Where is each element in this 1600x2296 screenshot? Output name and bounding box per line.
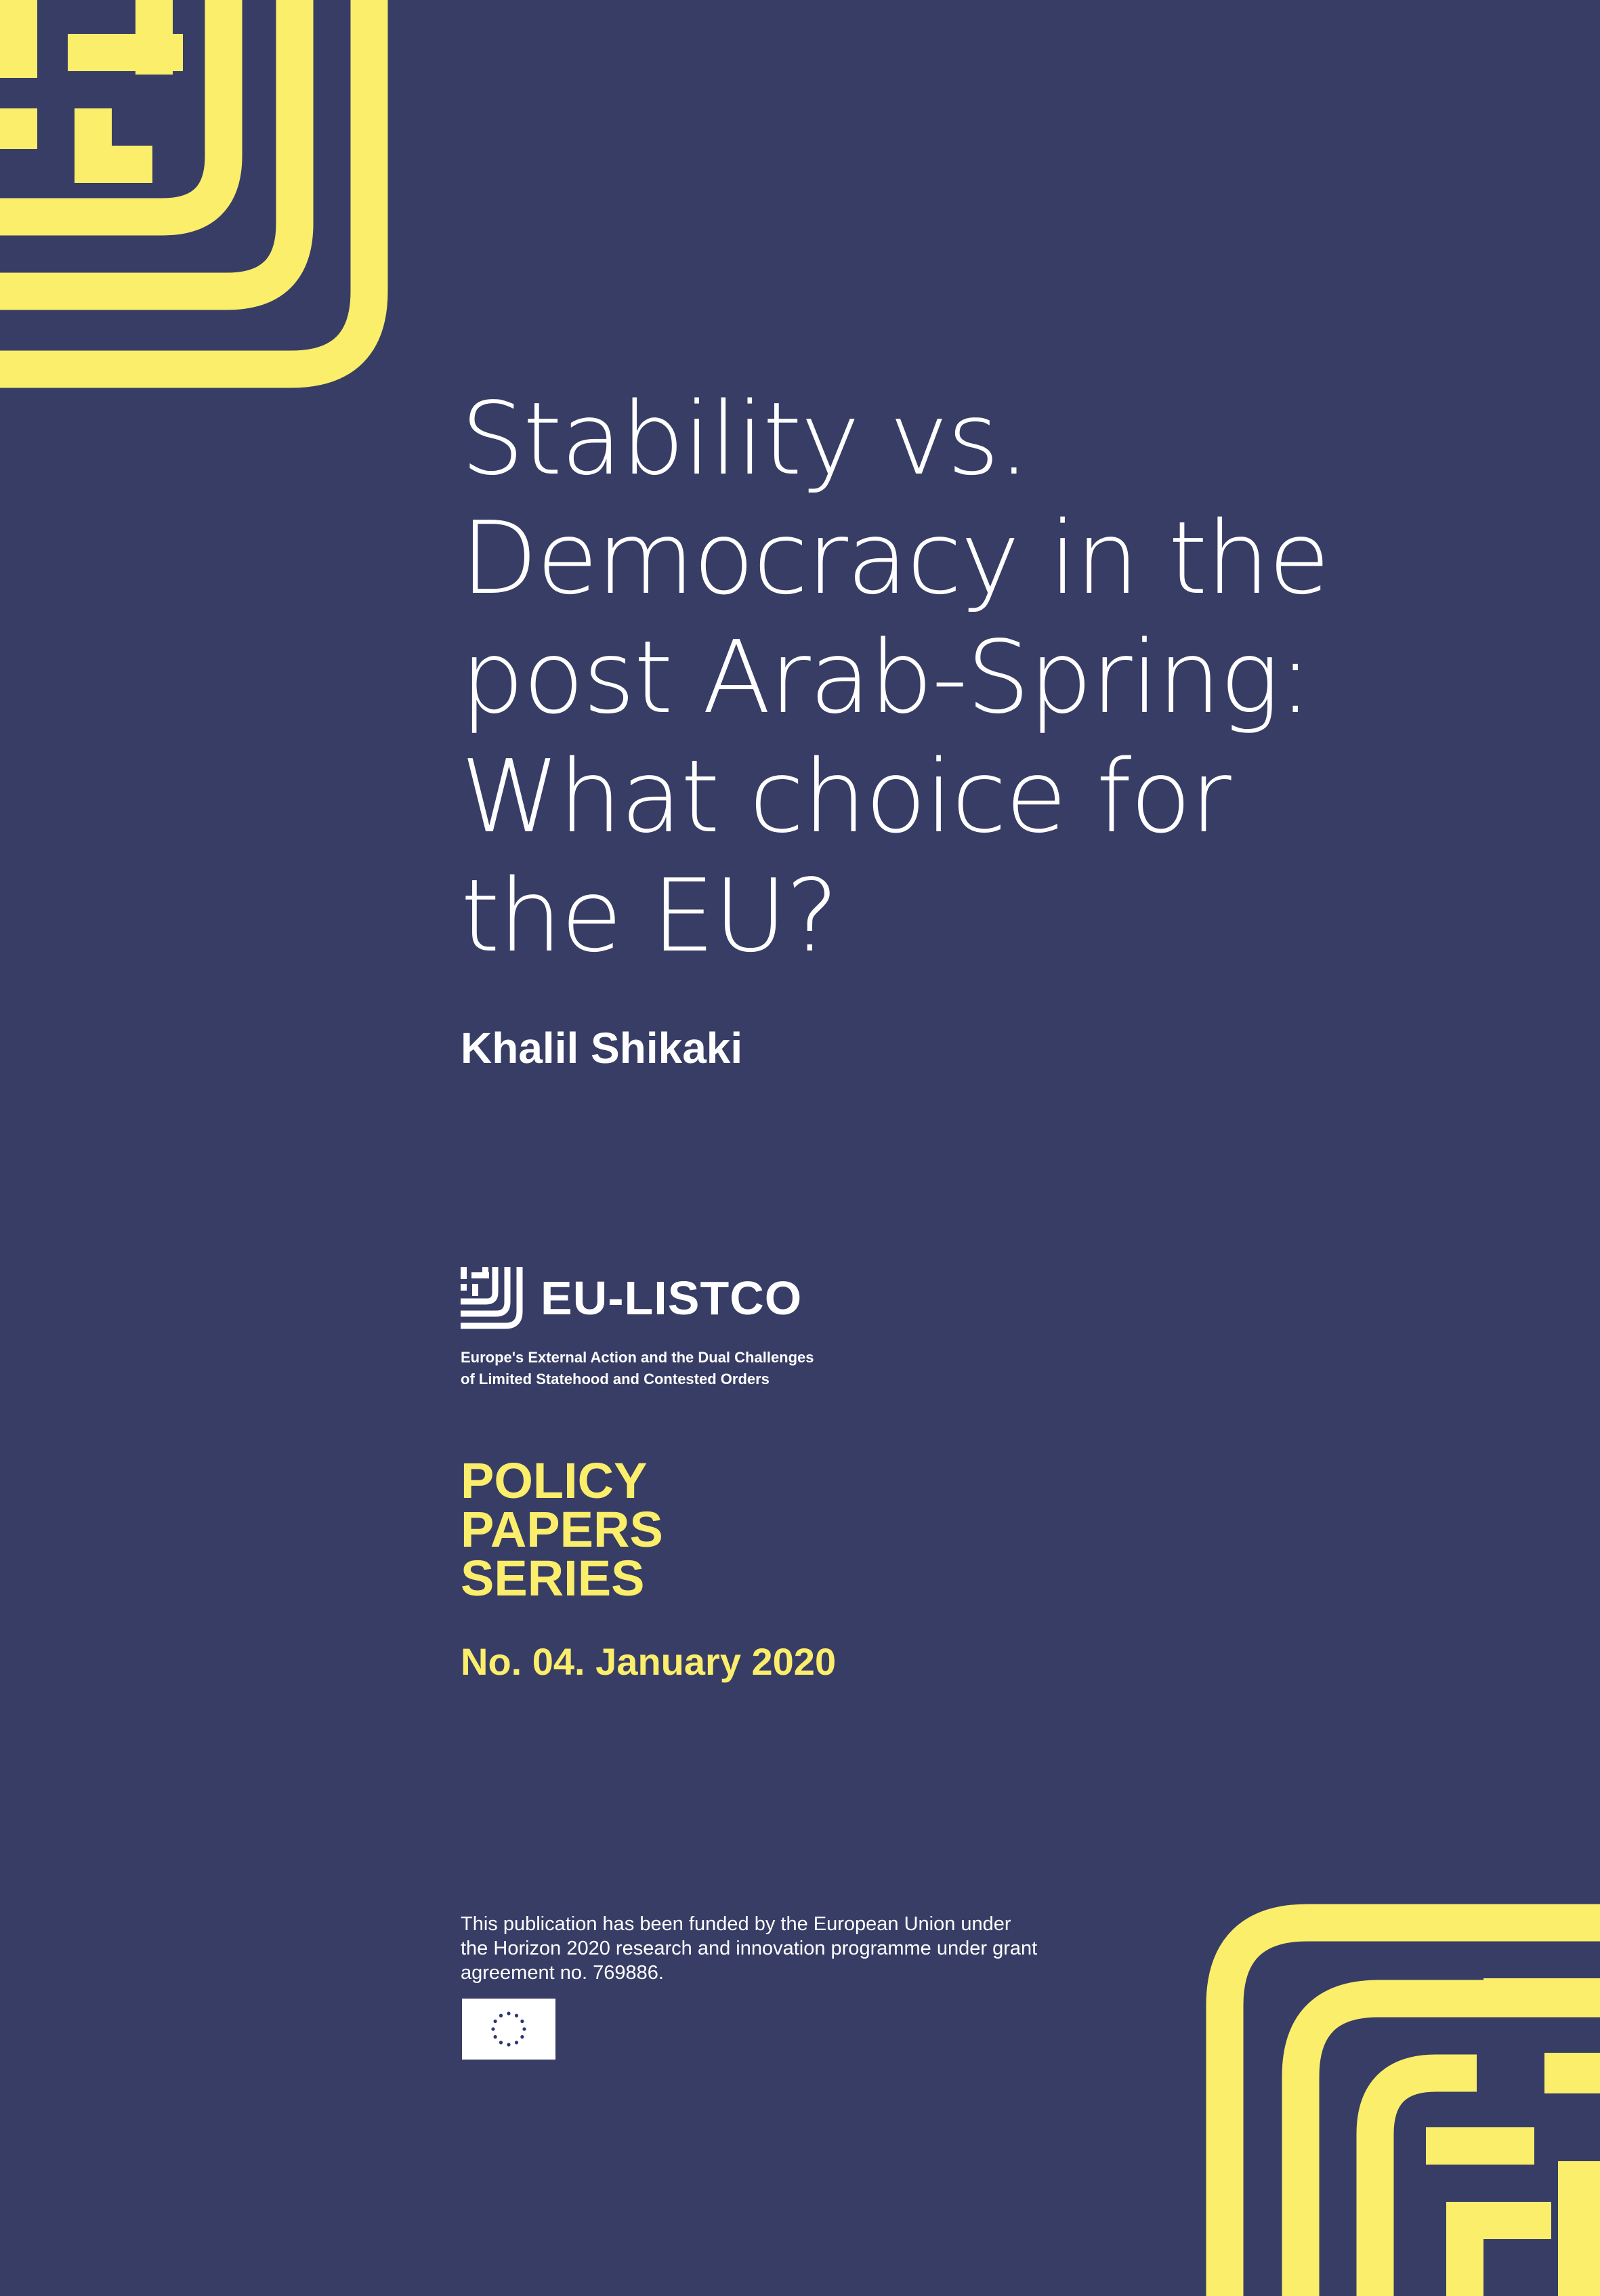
brand-name: EU-LISTCO (541, 1272, 803, 1324)
series-line: SERIES (461, 1550, 645, 1606)
page-title (461, 379, 1341, 976)
maze-pattern-icon (1206, 1904, 1600, 2296)
series-line: POLICY (461, 1453, 648, 1509)
funding-notice (461, 1912, 1138, 1985)
series-label (461, 1453, 663, 1606)
title-line: What choice for (461, 738, 1230, 855)
title-line: Democracy in the (461, 500, 1329, 617)
eu-flag-icon (462, 1999, 555, 2060)
tagline-line: Europe's External Action and the Dual Challenges (461, 1349, 814, 1366)
brand-tagline (461, 1347, 814, 1390)
funding-line: This publication has been funded by the European Union under (461, 1913, 1011, 1935)
title-block (461, 379, 1341, 976)
title-line: post Arab-Spring: (461, 619, 1311, 736)
brand-row (461, 1267, 814, 1329)
tagline-line: of Limited Statehood and Contested Orders (461, 1371, 770, 1387)
maze-pattern-icon (0, 0, 393, 393)
author-name: Khalil Shikaki (461, 1024, 743, 1072)
issue-number: No. 04. January 2020 (461, 1640, 837, 1683)
title-line: the EU? (461, 858, 838, 974)
series-line: PAPERS (461, 1501, 663, 1558)
funding-line: the Horizon 2020 research and innovation programme under grant (461, 1938, 1038, 1959)
funding-line: agreement no. 769886. (461, 1962, 664, 1984)
eu-listco-logo-icon (461, 1267, 523, 1329)
title-line: Stability vs. (461, 381, 1029, 497)
brand-block (461, 1267, 814, 1390)
